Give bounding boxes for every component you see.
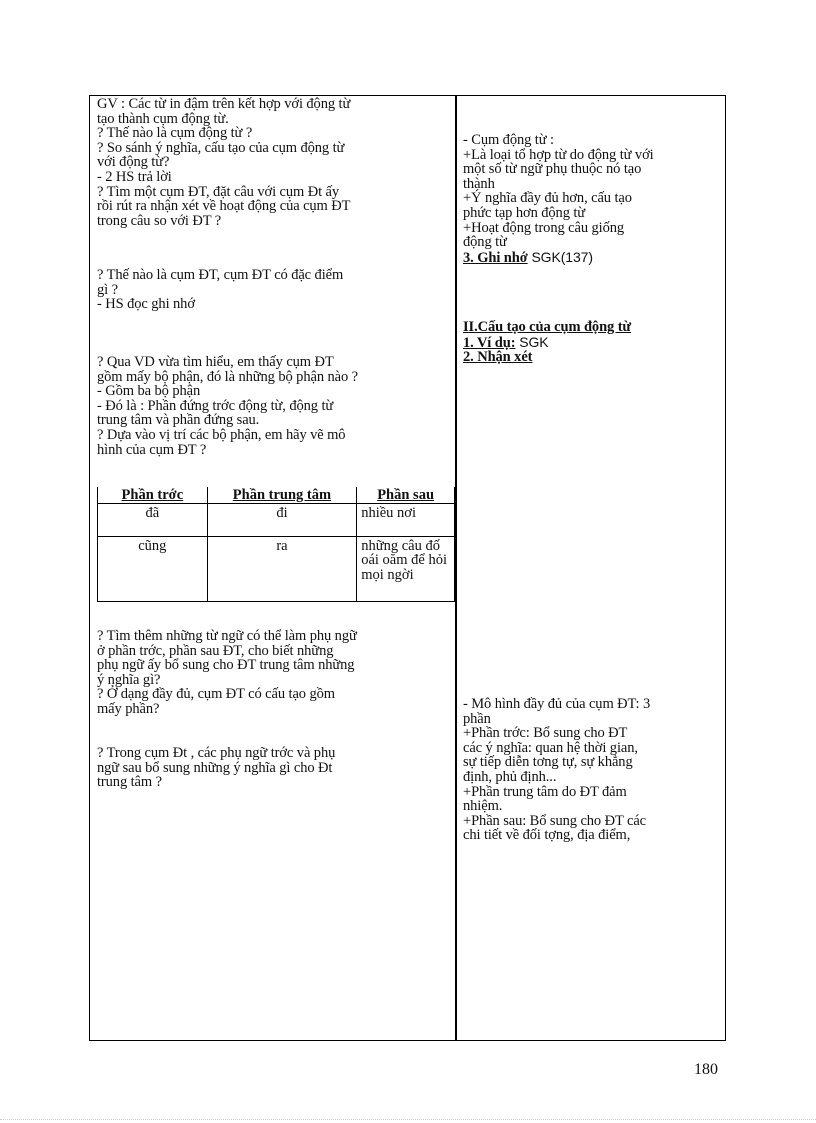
column-divider — [455, 95, 457, 1041]
text-line: - Gồm ba bộ phận — [97, 383, 201, 400]
table-cell: đi — [207, 503, 357, 536]
ghi-nho-line — [463, 250, 721, 266]
text-line: phần — [463, 710, 491, 727]
text-line: rồi rút ra nhận xét về hoạt động của cụm ĐT — [97, 198, 351, 215]
text-line: - Mô hình đầy đủ của cụm ĐT: 3 — [463, 696, 651, 712]
text-line: ? Ở dạng đầy đủ, cụm ĐT có cấu tạo gồm — [97, 686, 335, 703]
text-line: nhiệm. — [463, 798, 503, 815]
left-column-block-1 — [97, 97, 451, 228]
text-line: phức tạp hơn động từ — [463, 204, 586, 221]
text-line: ? Tìm thêm những từ ngữ có thể làm phụ ngữ — [97, 628, 357, 644]
nhan-xet-label: 2. Nhận xét — [463, 349, 533, 366]
vi-du-ref: SGK — [515, 333, 549, 350]
text-line: - 2 HS trả lời — [97, 168, 172, 185]
right-column-section-2 — [463, 320, 721, 365]
text-line: trung tâm ? — [97, 774, 162, 791]
table-cell: nhiều nơi — [357, 503, 455, 536]
text-line: định, phủ định... — [463, 768, 557, 785]
left-column-block-5 — [97, 746, 451, 790]
text-line: ? So sánh ý nghĩa, cấu tạo của cụm động từ — [97, 139, 345, 156]
text-line: +Hoạt động trong câu giống — [463, 219, 625, 236]
header-phan-truoc: Phần trớc — [98, 487, 208, 503]
text-line: một số từ ngữ phụ thuộc nó tạo — [463, 161, 642, 178]
text-line: hình của cụm ĐT ? — [97, 441, 207, 458]
text-line: các ý nghĩa: quan hệ thời gian, — [463, 739, 638, 756]
text-line: ? Dựa vào vị trí các bộ phận, em hãy vẽ mô — [97, 426, 346, 443]
ghi-nho-ref: SGK(137) — [527, 248, 593, 265]
ghi-nho-label: 3. Ghi nhớ — [463, 249, 528, 266]
text-line: ở phần trớc, phần sau ĐT, cho biết những — [97, 642, 334, 659]
header-phan-sau: Phần sau — [357, 487, 455, 503]
text-line: gì ? — [97, 281, 118, 298]
table-cell: những câu đố oái oăm để hỏi mọi ngời — [357, 536, 455, 601]
text-line: với động từ? — [97, 154, 170, 171]
text-line: +Phần sau: Bổ sung cho ĐT các — [463, 812, 647, 829]
text-line: +Phần trớc: Bổ sung cho ĐT — [463, 725, 628, 742]
text-line: chi tiết về đối tợng, địa điểm, — [463, 827, 631, 844]
right-column-block-2 — [463, 697, 721, 843]
text-line: sự tiếp diễn tơng tự, sự khẳng — [463, 754, 633, 771]
vi-du-line — [463, 335, 721, 351]
text-line: động từ — [463, 234, 507, 251]
page-number: 180 — [694, 1061, 718, 1078]
text-line: ý nghĩa gì? — [97, 671, 161, 688]
text-line: +Ý nghĩa đầy đủ hơn, cấu tạo — [463, 190, 632, 207]
text-line: phụ ngữ ấy bổ sung cho ĐT trung tâm những — [97, 657, 355, 674]
table-row — [98, 536, 455, 601]
left-column-block-3 — [97, 355, 451, 457]
left-column-block-4 — [97, 629, 451, 717]
text-line: ? Thế nào là cụm động từ ? — [97, 125, 253, 142]
table-cell: ra — [207, 536, 357, 601]
text-line: ? Qua VD vừa tìm hiểu, em thấy cụm ĐT — [97, 354, 334, 370]
text-line: - HS đọc ghi nhớ — [97, 296, 195, 313]
verb-phrase-structure-table — [97, 487, 455, 602]
table-row — [98, 503, 455, 536]
text-line: GV : Các từ in đậm trên kết hợp với động từ — [97, 96, 351, 112]
vi-du-label: 1. Ví dụ: — [463, 334, 516, 351]
text-line: thành — [463, 175, 495, 192]
text-line: +Phần trung tâm do ĐT đảm — [463, 783, 627, 800]
text-line: ? Trong cụm Đt , các phụ ngữ trớc và phụ — [97, 745, 336, 761]
text-line: - Cụm động từ : — [463, 132, 554, 148]
text-line: +Là loại tổ hợp từ do động từ với — [463, 146, 654, 163]
text-line: - Đó là : Phần đứng trớc động từ, động từ — [97, 397, 334, 414]
text-line: ? Tìm một cụm ĐT, đặt câu với cụm Đt ấy — [97, 183, 340, 200]
text-line: mấy phần? — [97, 700, 160, 717]
text-line: trong câu so với ĐT ? — [97, 212, 222, 229]
right-column-block-1 — [463, 133, 721, 265]
header-phan-trung-tam: Phần trung tâm — [207, 487, 357, 503]
table-cell: đã — [98, 503, 208, 536]
footer-divider — [0, 1119, 816, 1120]
text-line: gồm mấy bộ phận, đó là những bộ phận nào ? — [97, 368, 358, 385]
section-2-title: II.Cấu tạo của cụm động từ — [463, 319, 632, 335]
table-header-row — [98, 487, 455, 503]
table-cell: cũng — [98, 536, 208, 601]
text-line: trung tâm và phần đứng sau. — [97, 412, 260, 429]
text-line: ? Thế nào là cụm ĐT, cụm ĐT có đặc điểm — [97, 267, 344, 283]
text-line: tạo thành cụm động từ. — [97, 110, 229, 127]
text-line: ngữ sau bổ sung những ý nghĩa gì cho Đt — [97, 759, 333, 776]
left-column-block-2 — [97, 268, 451, 312]
